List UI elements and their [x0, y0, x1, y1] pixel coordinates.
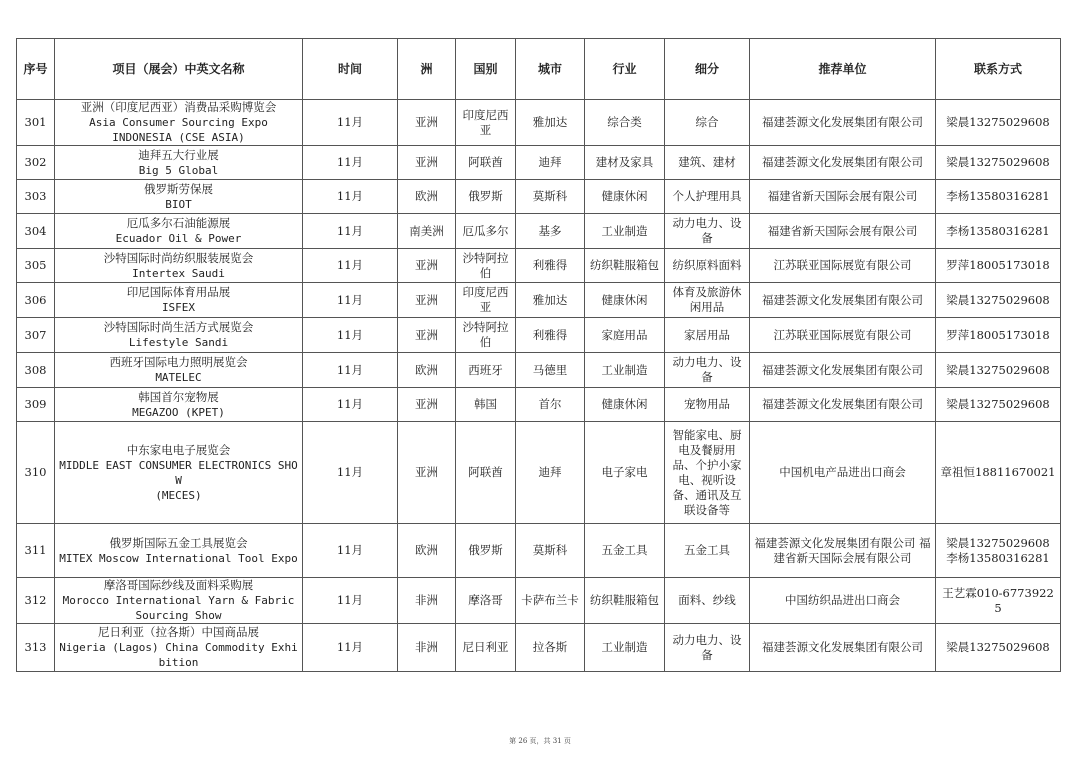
row-country: 沙特阿拉伯: [456, 249, 516, 283]
name-cn: 西班牙国际电力照明展览会: [109, 355, 248, 369]
row-name: [55, 318, 303, 353]
table-row: [17, 578, 1061, 624]
row-segment: 智能家电、厨电及餐厨用品、个护小家电、视听设备、通讯及互联设备等: [665, 422, 750, 524]
row-continent: 亚洲: [398, 318, 456, 353]
row-country: 尼日利亚: [456, 624, 516, 672]
table-row: [17, 283, 1061, 318]
header-country: 国别: [456, 39, 516, 100]
name-cn: 亚洲（印度尼西亚）消费品采购博览会: [80, 100, 277, 114]
row-name: [55, 578, 303, 624]
row-name: [55, 624, 303, 672]
row-org: 中国机电产品进出口商会: [750, 422, 936, 524]
name-en: Intertex Saudi: [132, 266, 225, 280]
table-row: [17, 388, 1061, 422]
row-city: 拉各斯: [516, 624, 585, 672]
row-segment: 宠物用品: [665, 388, 750, 422]
row-contact: 王艺霖010-67739225: [936, 578, 1061, 624]
row-industry: 健康休闲: [585, 180, 665, 214]
row-city: 迪拜: [516, 422, 585, 524]
row-segment: 五金工具: [665, 524, 750, 578]
row-time: 11月: [303, 146, 398, 180]
name-en: BIOT: [165, 197, 192, 211]
row-city: 迪拜: [516, 146, 585, 180]
page-footer: 第 26 页，共 31 页: [509, 737, 571, 745]
header-no: 序号: [17, 39, 55, 100]
row-industry: 纺织鞋服箱包: [585, 578, 665, 624]
row-continent: 亚洲: [398, 388, 456, 422]
row-name: [55, 353, 303, 388]
row-time: 11月: [303, 624, 398, 672]
row-city: 雅加达: [516, 283, 585, 318]
row-city: 马德里: [516, 353, 585, 388]
row-contact: 罗萍18005173018: [936, 318, 1061, 353]
name-cn: 俄罗斯劳保展: [144, 181, 213, 196]
row-org: 福建荟源文化发展集团有限公司: [750, 146, 936, 180]
table-row: [17, 318, 1061, 353]
row-country: 摩洛哥: [456, 578, 516, 624]
row-org: 江苏联亚国际展览有限公司: [750, 318, 936, 353]
row-industry: 五金工具: [585, 524, 665, 578]
row-country: 厄瓜多尔: [456, 214, 516, 249]
row-org: 福建荟源文化发展集团有限公司: [750, 283, 936, 318]
table-row: [17, 100, 1061, 146]
row-industry: 纺织鞋服箱包: [585, 249, 665, 283]
row-country: 印度尼西亚: [456, 283, 516, 318]
row-name: [55, 249, 303, 283]
row-continent: 非洲: [398, 624, 456, 672]
row-industry: 建材及家具: [585, 146, 665, 180]
row-segment: 建筑、建材: [665, 146, 750, 180]
name-en: Big 5 Global: [138, 163, 219, 177]
row-segment: 家居用品: [665, 318, 750, 353]
name-en: MITEX Moscow International Tool Expo: [59, 551, 298, 565]
name-en: ISFEX: [161, 301, 196, 314]
row-country: 沙特阿拉伯: [456, 318, 516, 353]
header-row: [17, 39, 1061, 100]
row-contact: 章祖恒18811670021: [936, 422, 1061, 524]
header-industry: 行业: [585, 39, 665, 100]
table-row: [17, 180, 1061, 214]
header-name: 项目（展会）中英文名称: [55, 39, 303, 100]
row-continent: 亚洲: [398, 146, 456, 180]
table-row: [17, 422, 1061, 524]
row-org: 福建荟源文化发展集团有限公司 福建省新天国际会展有限公司: [750, 524, 936, 578]
row-continent: 南美洲: [398, 214, 456, 249]
row-no: 310: [17, 422, 55, 524]
row-segment: 纺织原料面料: [665, 249, 750, 283]
name-cn: 韩国首尔宠物展: [138, 389, 219, 404]
row-time: 11月: [303, 214, 398, 249]
row-contact: 梁晨13275029608: [936, 283, 1061, 318]
row-time: 11月: [303, 353, 398, 388]
name-cn: 沙特国际时尚生活方式展览会: [103, 320, 254, 334]
row-country: 韩国: [456, 388, 516, 422]
row-continent: 欧洲: [398, 524, 456, 578]
header-continent: 洲: [398, 39, 456, 100]
row-city: 莫斯科: [516, 180, 585, 214]
row-city: 雅加达: [516, 100, 585, 146]
row-org: 福建荟源文化发展集团有限公司: [750, 388, 936, 422]
row-org: 福建荟源文化发展集团有限公司: [750, 624, 936, 672]
row-industry: 健康休闲: [585, 283, 665, 318]
row-contact: 梁晨13275029608: [936, 353, 1061, 388]
row-name: [55, 100, 303, 146]
row-contact: 梁晨13275029608: [936, 100, 1061, 146]
row-contact: 梁晨13275029608: [936, 146, 1061, 180]
row-country: 俄罗斯: [456, 180, 516, 214]
name-cn: 中东家电电子展览会: [126, 442, 231, 457]
row-name: [55, 180, 303, 214]
row-segment: 动力电力、设备: [665, 624, 750, 672]
row-industry: 工业制造: [585, 214, 665, 249]
row-org: 江苏联亚国际展览有限公司: [750, 249, 936, 283]
row-org: 福建省新天国际会展有限公司: [750, 214, 936, 249]
exhibition-table: [16, 38, 1061, 672]
name-cn: 俄罗斯国际五金工具展览会: [109, 535, 248, 550]
name-cn: 迪拜五大行业展: [138, 147, 219, 162]
header-contact: 联系方式: [936, 39, 1061, 100]
row-no: 313: [17, 624, 55, 672]
row-time: 11月: [303, 283, 398, 318]
name-en: Lifestyle Sandi: [128, 336, 229, 349]
name-cn: 摩洛哥国际纱线及面料采购展: [103, 578, 254, 592]
row-name: [55, 283, 303, 318]
row-time: 11月: [303, 249, 398, 283]
row-industry: 工业制造: [585, 624, 665, 672]
table-body: [17, 100, 1061, 672]
row-no: 306: [17, 283, 55, 318]
row-city: 利雅得: [516, 249, 585, 283]
row-country: 俄罗斯: [456, 524, 516, 578]
header-segment: 细分: [665, 39, 750, 100]
name-en: Ecuador Oil & Power: [115, 232, 242, 245]
row-time: 11月: [303, 578, 398, 624]
row-segment: 体育及旅游休闲用品: [665, 283, 750, 318]
name-cn: 印尼国际体育用品展: [126, 285, 231, 299]
row-continent: 亚洲: [398, 283, 456, 318]
row-no: 308: [17, 353, 55, 388]
row-contact: 李杨13580316281: [936, 180, 1061, 214]
row-country: 阿联酋: [456, 422, 516, 524]
row-name: [55, 524, 303, 578]
row-industry: 电子家电: [585, 422, 665, 524]
table-row: [17, 146, 1061, 180]
row-time: 11月: [303, 524, 398, 578]
row-no: 303: [17, 180, 55, 214]
row-country: 阿联酋: [456, 146, 516, 180]
row-contact: 梁晨13275029608: [936, 624, 1061, 672]
row-country: 印度尼西亚: [456, 100, 516, 146]
row-no: 302: [17, 146, 55, 180]
row-time: 11月: [303, 422, 398, 524]
row-no: 307: [17, 318, 55, 353]
row-continent: 亚洲: [398, 249, 456, 283]
row-org: 福建荟源文化发展集团有限公司: [750, 100, 936, 146]
row-continent: 亚洲: [398, 100, 456, 146]
table-row: [17, 214, 1061, 249]
row-name: [55, 422, 303, 524]
row-industry: 健康休闲: [585, 388, 665, 422]
table-row: [17, 249, 1061, 283]
row-contact: 李杨13580316281: [936, 214, 1061, 249]
row-city: 莫斯科: [516, 524, 585, 578]
row-time: 11月: [303, 100, 398, 146]
row-continent: 欧洲: [398, 353, 456, 388]
name-en: Asia Consumer Sourcing Expo: [89, 116, 268, 129]
name-en: (MECES): [155, 488, 202, 502]
row-no: 312: [17, 578, 55, 624]
row-city: 卡萨布兰卡: [516, 578, 585, 624]
header-city: 城市: [516, 39, 585, 100]
row-contact: 梁晨13275029608: [936, 388, 1061, 422]
row-no: 304: [17, 214, 55, 249]
row-no: 301: [17, 100, 55, 146]
header-time: 时间: [303, 39, 398, 100]
name-en: INDONESIA (CSE ASIA): [112, 131, 245, 144]
row-city: 首尔: [516, 388, 585, 422]
row-industry: 工业制造: [585, 353, 665, 388]
row-no: 305: [17, 249, 55, 283]
row-name: [55, 388, 303, 422]
row-segment: 综合: [665, 100, 750, 146]
row-name: [55, 146, 303, 180]
row-name: [55, 214, 303, 249]
row-continent: 非洲: [398, 578, 456, 624]
row-no: 309: [17, 388, 55, 422]
name-en: MATELEC: [155, 371, 202, 384]
row-segment: 动力电力、设备: [665, 353, 750, 388]
row-contact: 罗萍18005173018: [936, 249, 1061, 283]
name-en: MEGAZOO (KPET): [132, 405, 225, 419]
table-row: [17, 353, 1061, 388]
name-cn: 尼日利亚（拉各斯）中国商品展: [98, 625, 259, 639]
name-en: Nigeria (Lagos) China Commodity Exhibition: [59, 641, 298, 669]
row-contact: 梁晨13275029608 李杨13580316281: [936, 524, 1061, 578]
row-city: 利雅得: [516, 318, 585, 353]
row-no: 311: [17, 524, 55, 578]
name-cn: 厄瓜多尔石油能源展: [126, 216, 231, 230]
row-time: 11月: [303, 180, 398, 214]
table-row: [17, 524, 1061, 578]
name-en: Morocco International Yarn & Fabric Sourcing Show: [62, 594, 295, 622]
row-city: 基多: [516, 214, 585, 249]
row-segment: 个人护理用具: [665, 180, 750, 214]
row-country: 西班牙: [456, 353, 516, 388]
row-segment: 面料、纱线: [665, 578, 750, 624]
row-org: 中国纺织品进出口商会: [750, 578, 936, 624]
table-row: [17, 624, 1061, 672]
row-continent: 欧洲: [398, 180, 456, 214]
row-segment: 动力电力、设备: [665, 214, 750, 249]
name-cn: 沙特国际时尚纺织服装展览会: [103, 250, 254, 265]
name-en: MIDDLE EAST CONSUMER ELECTRONICS SHOW: [59, 458, 298, 487]
header-org: 推荐单位: [750, 39, 936, 100]
row-continent: 亚洲: [398, 422, 456, 524]
row-time: 11月: [303, 388, 398, 422]
row-industry: 综合类: [585, 100, 665, 146]
row-industry: 家庭用品: [585, 318, 665, 353]
row-time: 11月: [303, 318, 398, 353]
row-org: 福建省新天国际会展有限公司: [750, 180, 936, 214]
row-org: 福建荟源文化发展集团有限公司: [750, 353, 936, 388]
